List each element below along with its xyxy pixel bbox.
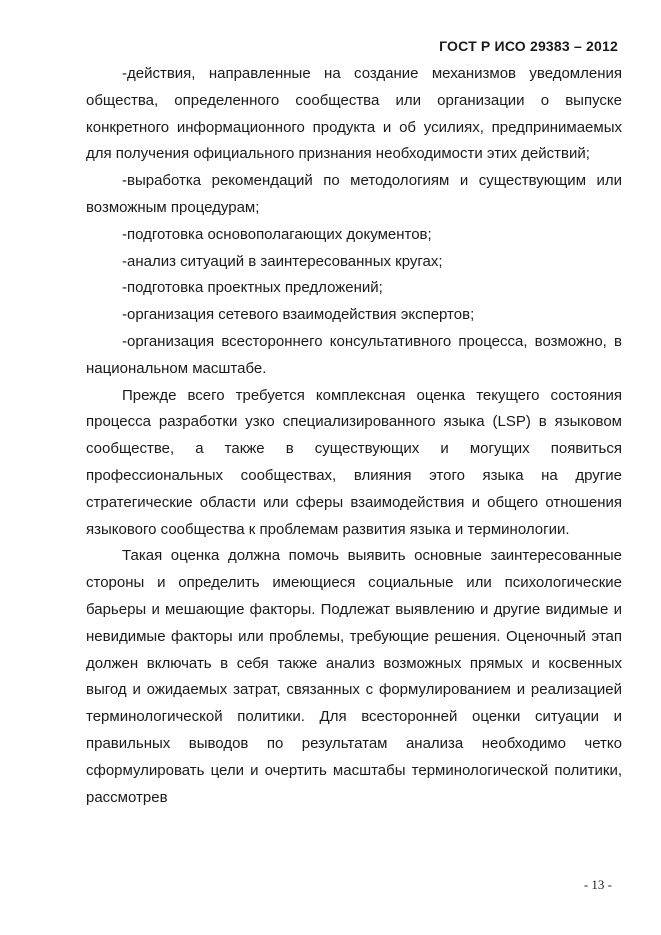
paragraph-list-item-5: -подготовка проектных предложений;: [122, 279, 383, 297]
paragraph-body-1: Прежде всего требуется комплексная оценка текущего состояния процесса разработки узко специализированного языка (LSP) в языковом сообществе, а также в существующих и могущих появиться профессиональных сообществах, влияния этого языка на другие стратегические области или сферы взаимодействия и общего отношения языкового сообщества к проблемам развития языка и терминологии.: [86, 386, 622, 538]
paragraph-body-2: Такая оценка должна помочь выявить основные заинтересованные стороны и определить имеющиеся социальные или психологические барьеры и мешающие факторы. Подлежат выявлению и другие видимые и невидимые факторы или проблемы, требующие решения. Оценочный этап должен включать в себя также анализ возможных прямых и косвенных выгод и ожидаемых затрат, связанных с формулированием и реализацией терминологической политики. Для всесторонней оценки ситуации и правильных выводов по результатам анализа необходимо четко сформулировать цели и очертить масштабы терминологической политики, рассмотрев: [86, 547, 622, 806]
paragraph-list-item-1: -действия, направленные на создание механизмов уведомления общества, определенного сообщества или организации о выпуске конкретного информационного продукта и об усилиях, предпринимаемых для получения официального признания необходимости этих действий;: [86, 65, 622, 163]
paragraph-list-item-7: -организация всестороннего консультативного процесса, возможно, в национальном масштабе.: [86, 332, 622, 377]
paragraph-list-item-2: -выработка рекомендаций по методологиям и существующим или возможным процедурам;: [86, 172, 622, 216]
paragraph-list-item-4: -анализ ситуаций в заинтересованных кругах;: [122, 252, 443, 270]
document-header: ГОСТ Р ИСО 29383 – 2012: [439, 38, 618, 54]
paragraph-list-item-6: -организация сетевого взаимодействия экспертов;: [122, 306, 475, 324]
paragraph-list-item-3: -подготовка основополагающих документов;: [122, 225, 432, 243]
page-number: - 13 -: [583, 877, 612, 892]
document-body: [86, 61, 622, 811]
